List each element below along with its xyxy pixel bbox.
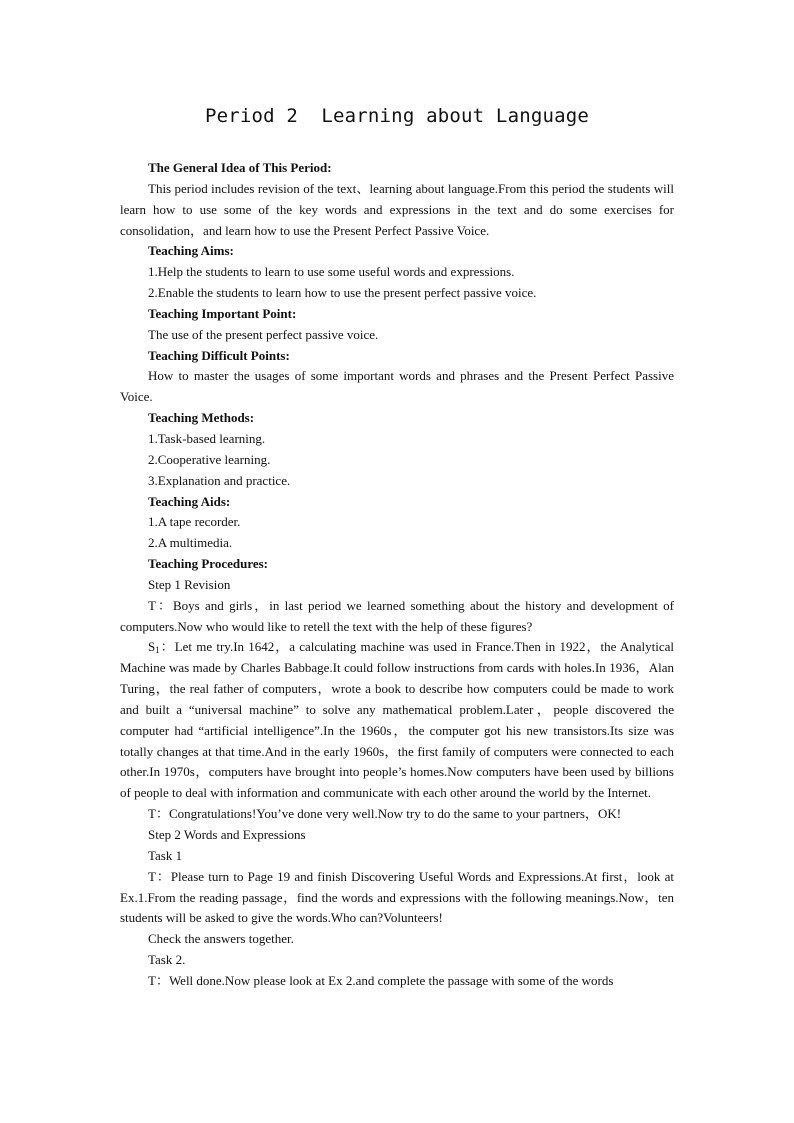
heading-difficult-points: Teaching Difficult Points: (148, 347, 290, 363)
document-body (120, 158, 674, 992)
task-heading: Task 2. (148, 952, 186, 968)
dialogue-student (120, 637, 674, 804)
dialogue-teacher: T：Well done.Now please look at Ex 2.and complete the passage with some of the words (148, 972, 614, 988)
teaching-method-item: 2.Cooperative learning. (148, 451, 271, 467)
dialogue-teacher: T：Boys and girls，in last period we learned something about the history and development of computers.Now who would like to retell the text with the help of these figures? (120, 597, 674, 634)
student-speaker-subscript: 1 (155, 645, 160, 656)
student-speech-text: ：Let me try.In 1642，a calculating machine was used in France.Then in 1922，the Analytical Machine was made by Charles Babbage.It could follow instructions from cards with holes.In 1936，Alan Turing，the real father of computers，wrote a book to describe how computers could be made to work and built a “universal machine” to solve any mathematical problem.Later，people discovered the computer had “artificial intelligence”.In the 1960s，the computer got his new transistors.Its size was totally changes at that time.And in the early 1960s，the first family of computers were connected to each other.In 1970s，computers have brought into people’s homes.Now computers have been used by billions of people to deal with information and communicate with each other around the world by the Internet. (120, 639, 674, 801)
step-heading: Step 2 Words and Expressions (148, 827, 306, 842)
heading-teaching-aids: Teaching Aids: (148, 493, 231, 509)
teaching-aid-item: 1.A tape recorder. (148, 514, 241, 530)
student-speaker-label: S (148, 639, 156, 655)
teaching-method-item: 1.Task-based learning. (148, 430, 266, 446)
teaching-aim-item: 2.Enable the students to learn how to use the present perfect passive voice. (148, 285, 537, 301)
heading-teaching-methods: Teaching Methods: (148, 410, 255, 426)
instruction-text: Check the answers together. (148, 931, 294, 947)
paragraph-important-point: The use of the present perfect passive voice. (148, 326, 379, 342)
dialogue-teacher: T：Please turn to Page 19 and finish Discovering Useful Words and Expressions.At first，look at Ex.1.From the reading passage，find the words and expressions with the following meanings.Now，ten students will be asked to give the words.Who can?Volunteers! (120, 868, 674, 926)
heading-general-idea: The General Idea of This Period: (148, 160, 332, 175)
page-title: Period 2 Learning about Language (204, 105, 590, 127)
heading-important-point: Teaching Important Point: (148, 305, 297, 321)
heading-teaching-aims: Teaching Aims: (148, 243, 234, 259)
paragraph-general-idea: This period includes revision of the text、learning about language.From this period the students will learn how to use some of the key words and expressions in the text and do some exercises for consolidation，and learn how to use the Present Perfect Passive Voice. (120, 180, 674, 238)
paragraph-difficult-points: How to master the usages of some important words and phrases and the Present Perfect Passive Voice. (120, 368, 674, 405)
teaching-aid-item: 2.A multimedia. (148, 535, 233, 551)
heading-teaching-procedures: Teaching Procedures: (148, 556, 269, 572)
step-heading: Step 1 Revision (148, 576, 231, 592)
teaching-aim-item: 1.Help the students to learn to use some useful words and expressions. (148, 264, 515, 280)
task-heading: Task 1 (148, 847, 183, 863)
teaching-method-item: 3.Explanation and practice. (148, 472, 291, 488)
dialogue-teacher: T：Congratulations!You’ve done very well.Now try to do the same to your partners，OK! (148, 806, 622, 822)
